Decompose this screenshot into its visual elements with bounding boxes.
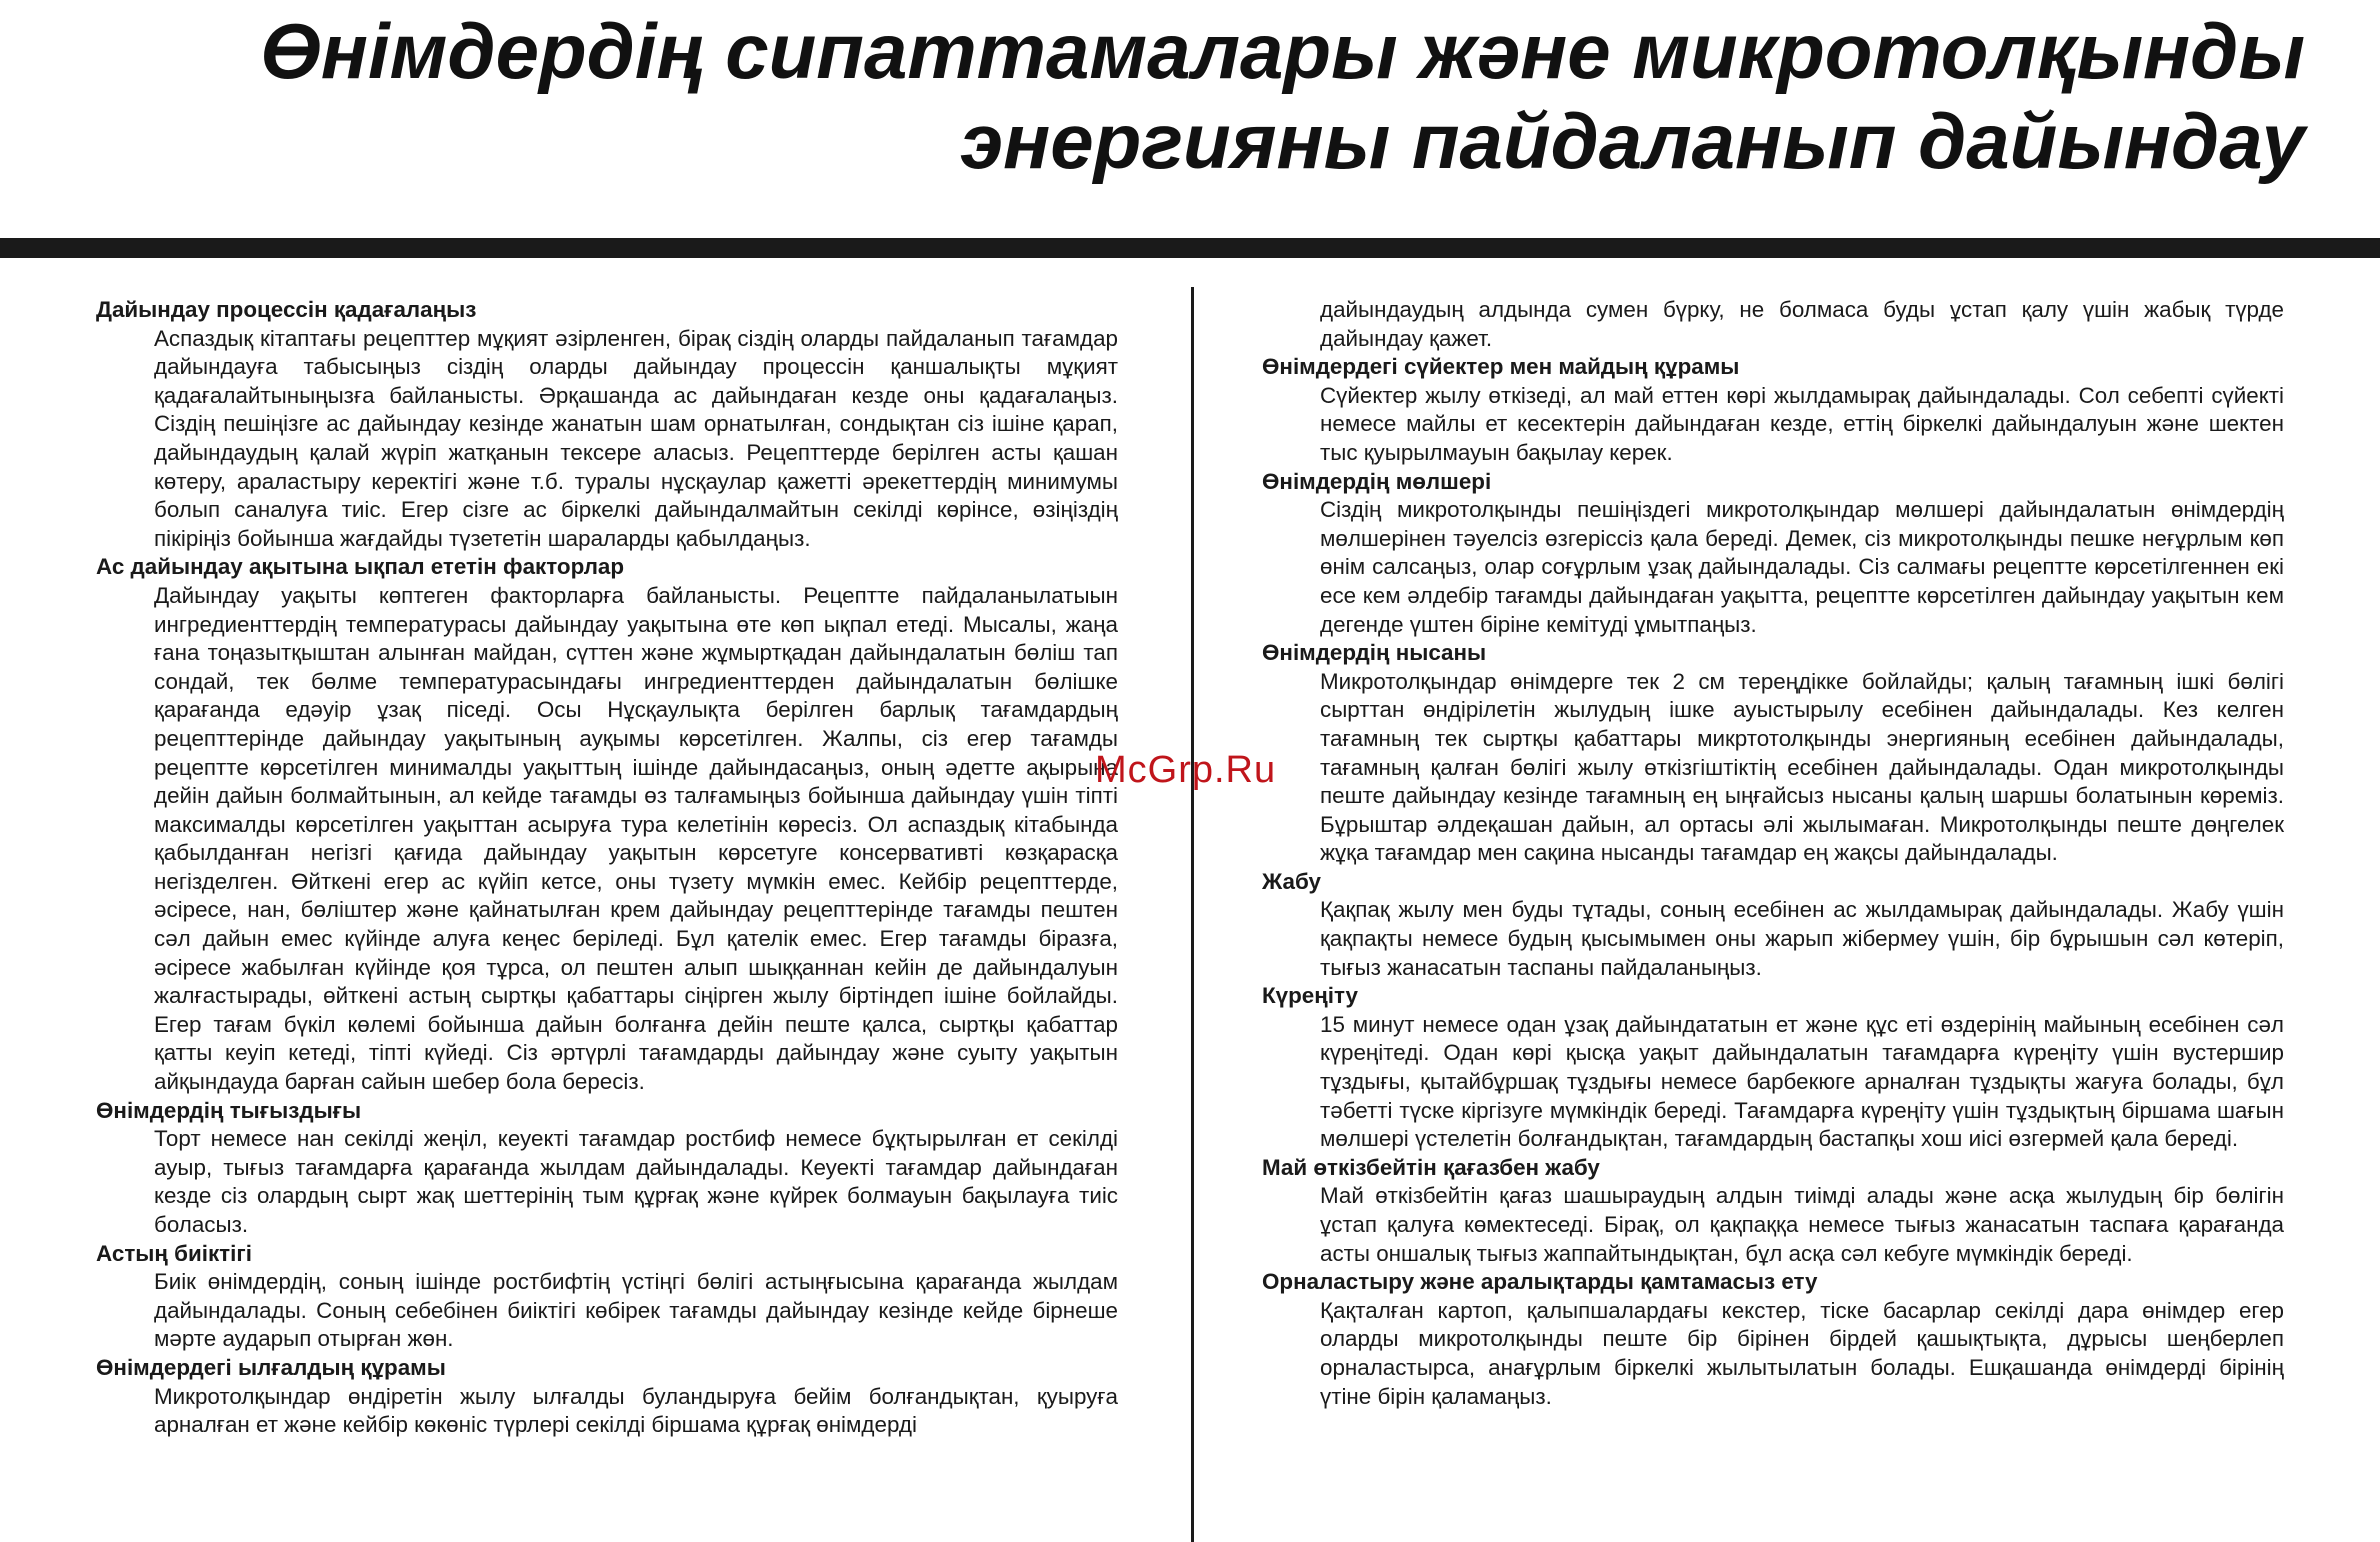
section-heading: Дайындау процессін қадағалаңыз bbox=[96, 297, 477, 322]
section-text: Қақталған картоп, қалыпшалардағы кекстер, тіске басарлар секілді дара өнімдер егер оларды микротолқынды пеште бір бірінен бірдей қашықтықта, дұрысы шеңберлеп орналастырса, анағұрлым біркелкі жылытылатын болады. Ешқашанда өнімдерді бірінің үтіне бірін қаламаңыз. bbox=[1320, 1297, 2284, 1409]
section-heading: Өнімдердегі ылғалдың құрамы bbox=[96, 1354, 446, 1380]
section-text: Сіздің микротолқынды пешіңіздегі микротолқындар мөлшері дайындалатын өнімдердің мөлшерінен тәуелсіз өзгеріссіз қала береді. Демек, сіз микротолқынды пешке неғұрлым көп өнім салсаңыз, олар соғұрлым ұзақ дайындалады. Сіз салмағы рецептте көрсетілгеннен екі есе кем әлдебір тағамды дайындаған уақытта, рецептте көрсетілген дайындау уақытын кем дегенде үштен біріне кемітуді ұмытпаңыз. bbox=[1320, 497, 2284, 637]
header-rule bbox=[0, 238, 2380, 258]
page-title bbox=[105, 6, 2305, 186]
section-heading: Күреңіту bbox=[1262, 983, 1358, 1009]
section-text: Биік өнімдердің, соның ішінде ростбифтің үстіңгі бөлігі астыңғысына қарағанда жылдам дайындалады. Соның себебінен биіктігі көбірек тағамды дайындау кезінде кейде бірнеше мәрте аударып отырған жөн. bbox=[154, 1269, 1118, 1352]
left-column bbox=[96, 296, 1118, 1440]
section-text: Аспаздық кітаптағы рецепттер мұқият әзірленген, бірақ сіздің оларды пайдаланып тағамдар дайындауға табысыңыз сіздің оларды дайындау процессін қаншалықты мұқият қадағалайтыныңызға байланысты. Әрқашанда ас дайындаған кезде оны қадағалаңыз. Сіздің пешіңізге ас дайындау кезінде жанатын шам орнатылған, сондықтан сіз ішіне қарап, дайындаудың қалай жүріп жатқанын тексере аласыз. Рецепттерде берілген асты қашан көтеру, араластыру керектігі және т.б. туралы нұсқаулар қажетті әрекеттердің минимумы болып саналуға тиіс. Егер сізге ас біркелкі дайындалмайтын секілді көрінсе, өзіңіздің пікіріңіз бойынша жағдайды түзететін шараларды қабылдаңыз. bbox=[154, 325, 1118, 551]
section-heading: Астың биіктігі bbox=[96, 1240, 252, 1266]
section-heading: Май өткізбейтін қағазбен жабу bbox=[1262, 1154, 1600, 1180]
continued-text: дайындаудың алдында сумен бүрку, не болмаса буды ұстап қалу үшін жабық түрде дайындау қажет. bbox=[1320, 297, 2284, 351]
section-text: Микротолқындар өндіретін жылу ылғалды буландыруға бейім болғандықтан, қуыруға арналған ет және кейбір көкөніс түрлері секілді біршама құрғақ өнімдерді bbox=[154, 1383, 1118, 1438]
section-heading: Жабу bbox=[1262, 868, 1321, 894]
section-heading: Өнімдердің нысаны bbox=[1262, 640, 1487, 666]
section-heading: Өнімдердің тығыздығы bbox=[96, 1097, 362, 1123]
title-line-2: энергияны пайдаланып дайындау bbox=[960, 97, 2305, 185]
column-divider bbox=[1191, 287, 1194, 1542]
section-text: Торт немесе нан секілді жеңіл, кеуекті тағамдар ростбиф немесе бұқтырылған ет секілді ауыр, тығыз тағамдарға қарағанда жылдам дайындалады. Кеуекті тағамдар дайындаған кезде сіз олардың сырт жақ шеттерінің тым құрғақ және күйрек болмауын бақылауға тиіс боласыз. bbox=[154, 1126, 1118, 1237]
section-text: Қақпақ жылу мен буды тұтады, соның есебінен ас жылдамырақ дайындалады. Жабу үшін қақпақты немесе будың қысымымен оны жарып жібермеу үшін, бір бұрышын сәл көтеріп, тығыз жанасатын таспаны пайдаланыңыз. bbox=[1320, 897, 2284, 980]
title-line-1: Өнімдердің сипаттамалары және микротолқынды bbox=[260, 7, 2305, 95]
section-heading: Ас дайындау ақытына ықпал ететін факторлар bbox=[96, 554, 625, 580]
section-text: Микротолқындар өнімдерге тек 2 см тереңдікке бойлайды; қалың тағамның ішкі бөлігі сырттан өндірілетін жылудың ішке ауыстырылу есебінен дайындалады. Кез келген тағамның тек сыртқы қабаттары микртотолқынды энергияның есебінен дайындалады, тағамның қалған бөлігі жылу өткізгіштіктің есебінен дайындалады. Одан микротолқынды пеште дайындау кезінде тағамның ең ыңғайсыз нысаны қалың шаршы болатынын көреміз. Бұрыштар әлдеқашан дайын, ал ортасы әлі жылымаған. Микротолқынды пеште дөңгелек жұқа тағамдар мен сақина нысанды тағамдар ең жақсы дайындалады. bbox=[1320, 668, 2284, 866]
watermark: McGrp.Ru bbox=[1095, 749, 1277, 791]
section-text: 15 минут немесе одан ұзақ дайындататын ет және құс еті өздерінің майының есебінен сәл күреңітеді. Одан көрі қысқа уақыт дайындалатын тағамдарға күреңіту үшін вустершир тұздығы, қытайбұршақ тұздығы немесе барбекюге арналған тұздықты жағуға болады, бұл тәбетті түске кіргізуге мүмкіндік береді. Тағамдарға күреңіту үшін тұздықтың біршама шағын мөлшері үстелетін болғандықтан, тағамдардың бастапқы хош иісі өзгермей қала береді. bbox=[1320, 1011, 2284, 1152]
right-column bbox=[1262, 296, 2284, 1411]
section-text: Май өткізбейтін қағаз шашыраудың алдын тиімді алады және асқа жылудың бір бөлігін ұстап қалуға көмектеседі. Бірақ, ол қақпаққа немесе тығыз жанасатын таспаға қарағанда асты оншалық тығыз жаппайтындықтан, бұл асқа сәл кебуге мүмкіндік береді. bbox=[1320, 1183, 2284, 1266]
section-text: Дайындау уақыты көптеген факторларға байланысты. Рецептте пайдаланылатыын ингредиенттердің температурасы дайындау уақытына өте көп ықпал етеді. Мысалы, жаңа ғана тоңазытқыштан алынған майдан, сүттен және жұмыртқадан дайындалатын бөліш тап сондай, тек бөлме температурасындағы ингредиенттерден дайындалатын бөлішке қарағанда едәуір ұзақ піседі. Осы Нұсқаулықта берілген барлық тағамдардың рецепттерінде дайындау уақытының ауқымы көрсетілген. Жалпы, сіз егер тағамды рецептте көрсетілген минималды уақыттың ішінде дайындасаңыз, оның әдетте ақырына дейін дайын болмайтынын, ал кейде тағамды өз талғамыңыз бойынша дайындау үшін тіпті максималды көрсетілген уақыттан асыруға тура келетінін көресіз. Ол аспаздық кітабында қабылданған негізгі қағида дайындау уақытын көрсетуге консервативті көзқарасқа негізделген. Өйткені егер ас күйіп кетсе, оны түзету мүмкін емес. Кейбір рецепттерде, әсіресе, нан, бөліштер және қайнатылған крем дайындау рецепттерінде тағамды пештен сәл дайын емес күйінде алуға кеңес беріледі. Бұл қателік емес. Егер тағамды біразға, әсіресе жабылған күйінде қоя тұрса, ол пештен алып шыққаннан кейін де дайындалуын жалғастырады, өйткені астың сыртқы қабаттары сіңірген жылу біртіндеп ішіне бойлайды. Егер тағам бүкіл көлемі бойынша дайын болғанға дейін пеште қалса, сыртқы қабаттар қатты кеуіп кетеді, тіпті күйеді. Сіз әртүрлі тағамдарды дайындау және суыту уақытын айқындауда барған сайын шебер бола бересіз. bbox=[154, 582, 1118, 1095]
section-heading: Өнімдердің мөлшері bbox=[1262, 468, 1492, 494]
section-text: Сүйектер жылу өткізеді, ал май еттен көрі жылдамырақ дайындалады. Сол себепті сүйекті немесе майлы ет кесектерін дайындаған кезде, еттің біркелкі дайындалуын және шектен тыс қуырылмауын бақылау керек. bbox=[1320, 382, 2284, 465]
section-heading: Орналастыру және аралықтарды қамтамасыз ету bbox=[1262, 1269, 1818, 1295]
section-heading: Өнімдердегі сүйектер мен майдың құрамы bbox=[1262, 354, 1740, 380]
